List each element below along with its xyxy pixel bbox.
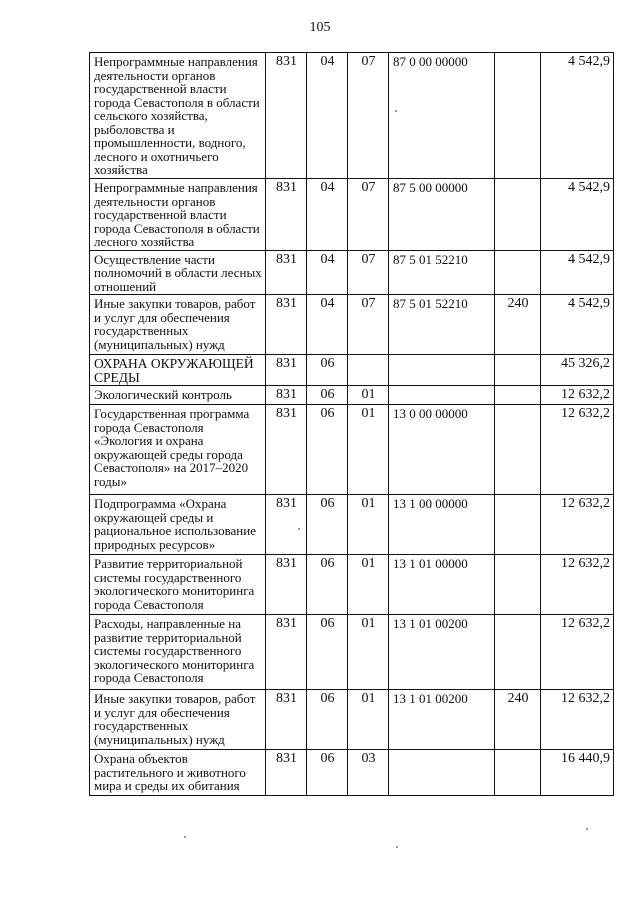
row-target: 87 5 01 52210 xyxy=(389,295,495,355)
row-name: Иные закупки товаров, работ и услуг для обеспечения государственных (муниципальных) нужд xyxy=(90,295,266,355)
row-name: Охрана объектов растительного и животного мира и среды их обитания xyxy=(90,750,266,796)
row-section: 06 xyxy=(307,405,348,495)
row-amount: 12 632,2 xyxy=(541,405,614,495)
row-target xyxy=(389,386,495,405)
row-subsection: 01 xyxy=(348,615,389,690)
row-subsection: 03 xyxy=(348,750,389,796)
row-target: 13 1 01 00000 xyxy=(389,555,495,615)
scan-speck xyxy=(586,828,588,830)
row-name: Непрограммные направления деятельности органов государственной власти города Севастополя в области лесного хозяйства xyxy=(90,179,266,251)
row-type: 240 xyxy=(495,690,541,750)
row-code: 831 xyxy=(266,295,307,355)
budget-table xyxy=(89,52,614,796)
table-row xyxy=(90,53,614,179)
row-code: 831 xyxy=(266,250,307,295)
row-type xyxy=(495,495,541,555)
row-section: 04 xyxy=(307,53,348,179)
row-code: 831 xyxy=(266,179,307,251)
row-target: 13 0 00 00000 xyxy=(389,405,495,495)
row-name: Иные закупки товаров, работ и услуг для обеспечения государственных (муниципальных) нужд xyxy=(90,690,266,750)
scan-speck xyxy=(298,528,300,530)
row-section: 06 xyxy=(307,615,348,690)
row-section: 06 xyxy=(307,386,348,405)
row-subsection: 07 xyxy=(348,250,389,295)
table-row xyxy=(90,750,614,796)
row-amount: 4 542,9 xyxy=(541,53,614,179)
row-name: Подпрограмма «Охрана окружающей среды и рациональное использование природных ресурсов» xyxy=(90,495,266,555)
row-target: 87 5 01 52210 xyxy=(389,250,495,295)
table-row xyxy=(90,295,614,355)
row-name: Экологический контроль xyxy=(90,386,266,405)
row-subsection xyxy=(348,355,389,386)
table-row xyxy=(90,250,614,295)
row-target: 13 1 00 00000 xyxy=(389,495,495,555)
row-section: 04 xyxy=(307,179,348,251)
row-type xyxy=(495,405,541,495)
row-subsection: 07 xyxy=(348,53,389,179)
row-type: 240 xyxy=(495,295,541,355)
row-amount: 45 326,2 xyxy=(541,355,614,386)
row-amount: 4 542,9 xyxy=(541,179,614,251)
row-type xyxy=(495,555,541,615)
row-target xyxy=(389,750,495,796)
row-code: 831 xyxy=(266,495,307,555)
scan-speck xyxy=(395,110,397,112)
row-type xyxy=(495,53,541,179)
table-row xyxy=(90,690,614,750)
row-section: 06 xyxy=(307,750,348,796)
row-amount: 12 632,2 xyxy=(541,555,614,615)
table-row xyxy=(90,179,614,251)
row-target xyxy=(389,355,495,386)
row-subsection: 01 xyxy=(348,555,389,615)
row-subsection: 01 xyxy=(348,405,389,495)
row-section: 06 xyxy=(307,555,348,615)
row-section: 06 xyxy=(307,690,348,750)
table-row xyxy=(90,615,614,690)
row-subsection: 07 xyxy=(348,179,389,251)
row-name: Непрограммные направления деятельности органов государственной власти города Севастополя в области сельского хозяйства, рыболовства и промышленности, водного, лесного и охотничьего хозяйства xyxy=(90,53,266,179)
row-target: 87 5 00 00000 xyxy=(389,179,495,251)
row-amount: 4 542,9 xyxy=(541,295,614,355)
row-type xyxy=(495,355,541,386)
row-subsection: 01 xyxy=(348,495,389,555)
row-code: 831 xyxy=(266,615,307,690)
table-row xyxy=(90,355,614,386)
row-name: Развитие территориальной системы государственного экологического мониторинга города Севастополя xyxy=(90,555,266,615)
row-name: Государственная программа города Севастополя «Экология и охрана окружающей среды города Севастополя» на 2017–2020 годы» xyxy=(90,405,266,495)
scan-speck xyxy=(396,846,398,848)
page-number: 105 xyxy=(309,20,331,35)
row-section: 04 xyxy=(307,250,348,295)
row-code: 831 xyxy=(266,386,307,405)
scan-speck xyxy=(184,836,186,838)
row-name: Расходы, направленные на развитие территориальной системы государственного экологического мониторинга города Севастополя xyxy=(90,615,266,690)
row-type xyxy=(495,250,541,295)
row-type xyxy=(495,179,541,251)
table-row xyxy=(90,386,614,405)
row-amount: 12 632,2 xyxy=(541,690,614,750)
row-name: ОХРАНА ОКРУЖАЮЩЕЙ СРЕДЫ xyxy=(90,355,266,386)
row-target: 87 0 00 00000 xyxy=(389,53,495,179)
row-code: 831 xyxy=(266,405,307,495)
row-amount: 12 632,2 xyxy=(541,495,614,555)
row-code: 831 xyxy=(266,690,307,750)
row-name: Осуществление части полномочий в области лесных отношений xyxy=(90,250,266,295)
row-target: 13 1 01 00200 xyxy=(389,690,495,750)
row-subsection: 01 xyxy=(348,386,389,405)
table-row xyxy=(90,495,614,555)
row-code: 831 xyxy=(266,555,307,615)
row-amount: 4 542,9 xyxy=(541,250,614,295)
row-code: 831 xyxy=(266,53,307,179)
row-amount: 16 440,9 xyxy=(541,750,614,796)
row-code: 831 xyxy=(266,355,307,386)
row-type xyxy=(495,750,541,796)
row-type xyxy=(495,386,541,405)
table-row xyxy=(90,405,614,495)
row-subsection: 01 xyxy=(348,690,389,750)
row-type xyxy=(495,615,541,690)
row-subsection: 07 xyxy=(348,295,389,355)
row-section: 04 xyxy=(307,295,348,355)
row-code: 831 xyxy=(266,750,307,796)
row-target: 13 1 01 00200 xyxy=(389,615,495,690)
row-amount: 12 632,2 xyxy=(541,386,614,405)
row-section: 06 xyxy=(307,495,348,555)
row-section: 06 xyxy=(307,355,348,386)
row-amount: 12 632,2 xyxy=(541,615,614,690)
table-row xyxy=(90,555,614,615)
